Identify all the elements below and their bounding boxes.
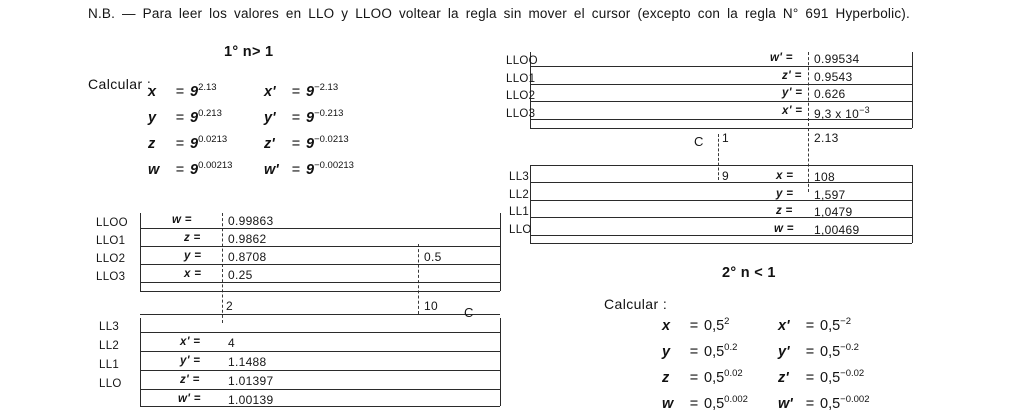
scale-name-llo3: LLO3 [96,271,126,283]
equation-base: 0,5 [704,343,725,360]
cursor-left-value: 2 [226,299,233,313]
right-section-heading: 2° n < 1 [722,265,776,281]
cursor-bottom-left-value: 9 [722,169,729,183]
scale-value-w: 0.99863 [228,214,274,228]
scale-value-x-prime-exponent: −3 [859,105,870,115]
equation-base-2: 0,5 [820,369,841,386]
scale-name-ll1: LL1 [509,206,530,218]
equation-equals-2: = [805,317,815,334]
scale-label-x: x = [776,170,794,182]
scale-line [530,200,912,201]
equation-var-2: z' [264,135,275,152]
scale-value-x-prime-mantissa: 9,3 x 10 [814,107,860,121]
equation-row [148,134,354,160]
equation-base-2: 0,5 [820,317,841,334]
equation-var-2: w' [778,395,793,412]
cursor-left-value: 1 [722,131,729,145]
equation-var: y [662,343,671,360]
equation-row [662,316,870,342]
frame-right-bar-lower [912,165,913,243]
scale-line-cursor-band [530,165,912,166]
equation-var-2: z' [778,369,789,386]
left-section-heading: 1° n> 1 [224,44,274,60]
scale-line [140,389,500,390]
scale-value-x: 0.25 [228,268,253,282]
equation-var: x [662,317,671,334]
equation-equals: = [175,135,185,152]
scale-line [530,101,912,102]
equation-equals-2: = [805,343,815,360]
cursor-letter-c: C [464,305,474,320]
equation-equals-2: = [805,395,815,412]
scale-value-y: 0.8708 [228,250,267,264]
equation-var: x [148,83,157,100]
scale-name-ll2: LL2 [99,340,120,352]
equation-equals: = [175,161,185,178]
scale-label-w-prime: w' = [178,393,201,405]
equation-base: 0,5 [704,395,725,412]
frame-right-bar [500,213,501,291]
right-equation-list [662,316,870,420]
equation-exponent-2: −0.02 [840,368,865,379]
scale-name-ll2: LL2 [509,189,530,201]
scale-line [140,264,500,265]
equation-exponent: 0.0213 [198,134,228,145]
equation-var: w [662,395,674,412]
equation-exponent: 2.13 [198,82,217,93]
equation-var-2: y' [264,109,276,126]
scale-line [530,217,912,218]
scale-line [140,228,500,229]
equation-base-2: 0,5 [820,343,841,360]
equation-var: w [148,161,160,178]
equation-row [662,368,870,394]
frame-left-bar [140,213,141,291]
scale-line-cursor-band [140,314,500,315]
scale-value-w-prime: 0.99534 [814,52,860,66]
scale-name-llo: LLO [509,224,532,236]
equation-equals: = [175,83,185,100]
scale-name-llo1: LLO1 [506,73,536,85]
cursor-right-value: 10 [424,299,438,313]
equation-base-2: 9 [306,161,315,178]
equation-var: z [148,135,156,152]
equation-row [662,394,870,420]
scale-name-llo2: LLO2 [506,90,536,102]
scale-value-z: 1,0479 [814,205,853,219]
equation-base: 9 [190,161,199,178]
equation-exponent-2: −0.00213 [314,160,354,171]
equation-row [662,342,870,368]
cursor-hairline-right [418,244,419,314]
frame-right-bar-lower [500,318,501,406]
scale-name-ll1: LL1 [99,359,120,371]
equation-base-2: 9 [306,83,315,100]
equation-equals-2: = [291,135,301,152]
scale-label-x: x = [184,268,202,280]
scale-name-lloo: LLOO [96,217,128,229]
equation-row [148,82,354,108]
scale-label-z-prime: z' = [180,374,200,386]
scale-line [140,370,500,371]
equation-base: 0,5 [704,369,725,386]
scale-value-x: 108 [814,170,835,184]
equation-var-2: w' [264,161,279,178]
equation-equals: = [689,343,699,360]
equation-exponent: 0.00213 [198,160,233,171]
scale-line [530,243,912,244]
scale-value-y-prime: 1.1488 [228,355,267,369]
cursor-letter-c: C [694,134,704,149]
equation-var-2: y' [778,343,790,360]
equation-exponent: 0.2 [724,342,738,353]
equation-row [148,160,354,186]
scale-value-x-prime [814,105,870,121]
scale-line [530,128,912,129]
scale-label-w-prime: w' = [770,52,793,64]
equation-var: y [148,109,157,126]
equation-exponent-2: −2.13 [314,82,339,93]
equation-equals: = [175,109,185,126]
equation-exponent: 0.02 [724,368,743,379]
equation-base: 9 [190,83,199,100]
scale-line [140,291,500,292]
scale-value-w: 1,00469 [814,223,860,237]
left-calcular-label: Calcular : [88,76,152,92]
equation-base-2: 9 [306,109,315,126]
equation-base-2: 9 [306,135,315,152]
scale-value-y: 1,597 [814,188,846,202]
scale-name-llo3: LLO3 [506,108,536,120]
equation-base: 9 [190,109,199,126]
equation-exponent: 2 [724,316,730,327]
cursor-hairline-left [718,134,719,180]
scale-label-x-prime: x' = [782,105,803,117]
scale-name-lloo: LLOO [506,55,538,67]
scale-label-w: w = [172,214,192,226]
scale-label-z: z = [776,205,793,217]
equation-exponent-2: −2 [840,316,852,327]
scale-name-llo1: LLO1 [96,235,126,247]
equation-exponent-2: −0.2 [840,342,859,353]
scale-name-llo: LLO [99,378,122,390]
equation-var-2: x' [778,317,790,334]
scale-value-y-prime: 0.626 [814,87,846,101]
scale-name-ll3: LL3 [99,321,120,333]
equation-equals-2: = [291,161,301,178]
equation-exponent: 0.213 [198,108,222,119]
scale-value-z-prime: 1.01397 [228,374,274,388]
equation-exponent-2: −0.0213 [314,134,349,145]
equation-equals: = [689,369,699,386]
scale-value-x-prime: 4 [228,336,235,350]
scale-line [140,332,500,333]
scale-value-w-prime: 1.00139 [228,393,274,407]
scale-line [140,246,500,247]
scale-line [140,282,500,283]
scale-label-y: y = [776,188,794,200]
equation-exponent-2: −0.002 [840,394,870,405]
equation-row [148,108,354,134]
scale-line [530,66,912,67]
equation-equals-2: = [805,369,815,386]
scale-line [140,406,500,407]
right-calcular-label: Calcular : [604,296,668,312]
scale-value-z: 0.9862 [228,232,267,246]
equation-var: z [662,369,670,386]
scale-label-w: w = [774,223,794,235]
scale-label-z-prime: z' = [782,70,802,82]
equation-equals-2: = [291,83,301,100]
scale-label-z: z = [184,232,201,244]
equation-equals-2: = [291,109,301,126]
equation-base: 0,5 [704,317,725,334]
scale-label-y: y = [184,250,202,262]
scale-name-ll3: LL3 [509,171,530,183]
note-text: N.B. — Para leer los valores en LLO y LLOO voltear la regla sin mover el cursor (excepto con la regla N° 691 Hyperbolic). [88,6,910,21]
cursor-hairline-right [808,52,809,192]
scale-value-z-prime: 0.9543 [814,70,853,84]
scale-line [530,182,912,183]
equation-base-2: 0,5 [820,395,841,412]
equation-var-2: x' [264,83,276,100]
scale-label-y-prime: y' = [782,87,803,99]
scale-name-llo2: LLO2 [96,253,126,265]
frame-right-bar [912,52,913,128]
left-equation-list [148,82,354,186]
scale-label-y-prime: y' = [180,355,201,367]
scale-line [140,351,500,352]
equation-base: 9 [190,135,199,152]
scale-label-x-prime: x' = [180,336,201,348]
cursor-hairline-left [222,213,223,323]
equation-exponent: 0.002 [724,394,748,405]
equation-equals: = [689,317,699,334]
scale-line [530,84,912,85]
equation-equals: = [689,395,699,412]
cursor-top-right-value: 0.5 [424,250,442,264]
equation-exponent-2: −0.213 [314,108,344,119]
cursor-right-value: 2.13 [814,131,839,145]
